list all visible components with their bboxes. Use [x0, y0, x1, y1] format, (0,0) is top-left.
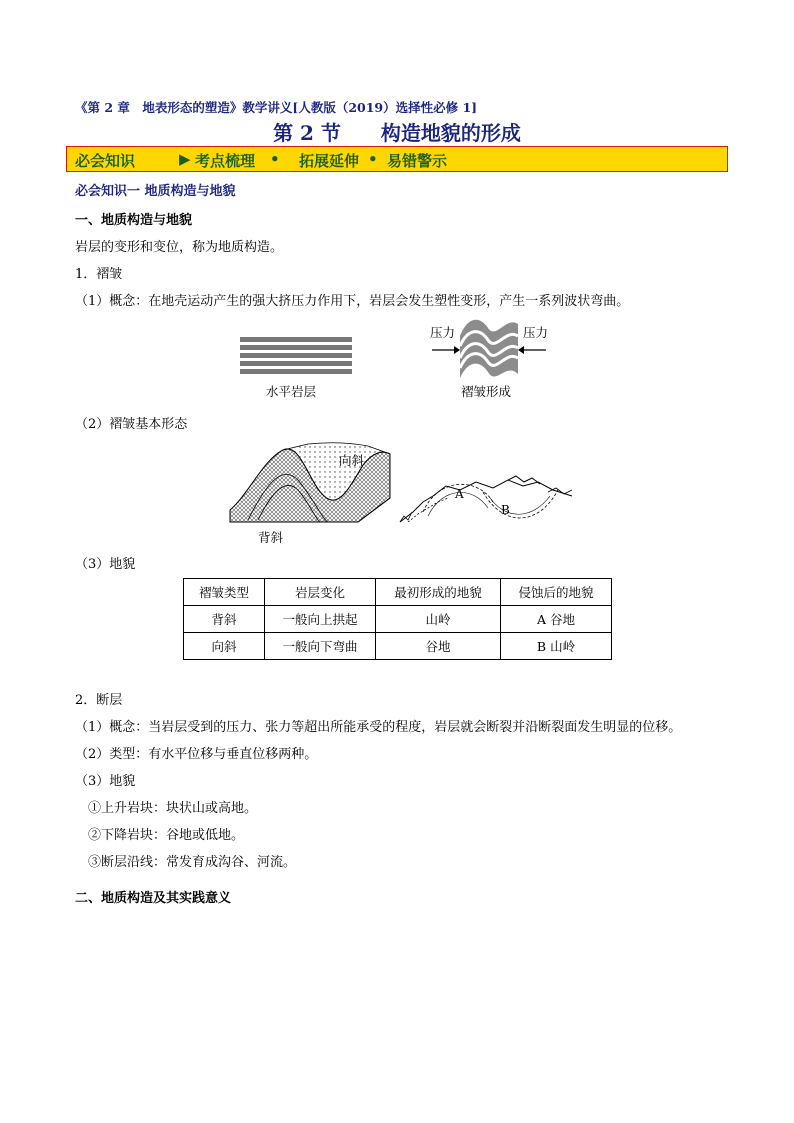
label-a: A — [455, 487, 464, 501]
table-cell: 向斜 — [184, 633, 265, 660]
table-row — [184, 606, 612, 633]
table-header-cell: 最初形成的地貌 — [376, 579, 501, 606]
fault-landform-heading: （3）地貌 — [75, 774, 136, 789]
table-header-cell: 岩层变化 — [265, 579, 376, 606]
part1-intro: 岩层的变形和变位，称为地质构造。 — [75, 240, 284, 255]
eroded-folds-figure — [398, 472, 574, 528]
banner-item-points: 考点梳理 — [195, 152, 256, 170]
table-cell: 谷地 — [376, 633, 501, 660]
fold-formation-label: 褶皱形成 — [461, 384, 512, 399]
table-cell: 一般向下弯曲 — [265, 633, 376, 660]
anticline-label: 背斜 — [258, 530, 284, 545]
fault-heading: 2．断层 — [75, 693, 123, 708]
fold-heading: 1．褶皱 — [75, 267, 123, 282]
fold-landform-table — [183, 578, 612, 660]
fault-item: ①上升岩块：块状山或高地。 — [88, 801, 258, 816]
horizontal-strata-label: 水平岩层 — [266, 384, 317, 399]
knowledge-banner — [66, 146, 728, 172]
table-cell: 山岭 — [376, 606, 501, 633]
table-row — [184, 633, 612, 660]
document-header: 《第 2 章 地表形态的塑造》教学讲义[人教版（2019）选择性必修 1] — [75, 100, 478, 115]
fault-concept: （1）概念：当岩层受到的压力、张力等超出所能承受的程度，岩层就会断裂并沿断裂面发生明显的位移。 — [75, 720, 682, 735]
banner-item-extension: 拓展延伸 — [299, 152, 360, 170]
horizontal-strata-figure — [240, 336, 352, 376]
part2-heading: 二、地质构造及其实践意义 — [75, 891, 232, 906]
label-b: B — [501, 503, 510, 517]
anticline-syncline-block-figure — [228, 440, 392, 524]
table-header-cell: 褶皱类型 — [184, 579, 265, 606]
table-header-cell: 侵蚀后的地貌 — [501, 579, 612, 606]
pressure-left-label: 压力 — [430, 325, 456, 340]
fault-item: ②下降岩块：谷地或低地。 — [88, 828, 245, 843]
banner-arrow-icon: ▶ — [179, 150, 191, 168]
section-title: 第 2 节 构造地貌的形成 — [273, 121, 521, 145]
banner-item-mistakes: 易错警示 — [387, 152, 448, 170]
landform-heading: （3）地貌 — [75, 557, 136, 572]
knowledge-heading: 必会知识一 地质构造与地貌 — [75, 184, 236, 199]
table-cell: A 谷地 — [501, 606, 612, 633]
fault-item: ③断层沿线：常发育成沟谷、河流。 — [88, 855, 297, 870]
table-cell: B 山岭 — [501, 633, 612, 660]
syncline-label: 向斜 — [339, 453, 365, 468]
fold-concept: （1）概念：在地壳运动产生的强大挤压力作用下，岩层会发生塑性变形，产生一系列波状弯曲。 — [75, 294, 630, 309]
table-cell: 背斜 — [184, 606, 265, 633]
banner-sep-1: • — [270, 150, 280, 168]
fold-basic-forms: （2）褶皱基本形态 — [75, 417, 188, 432]
pressure-right-label: 压力 — [523, 325, 549, 340]
part1-heading: 一、地质构造与地貌 — [75, 213, 193, 228]
table-cell: 一般向上拱起 — [265, 606, 376, 633]
fault-types: （2）类型：有水平位移与垂直位移两种。 — [75, 747, 318, 762]
table-header-row — [184, 579, 612, 606]
banner-item-must-know: 必会知识 — [75, 152, 136, 170]
banner-sep-2: • — [368, 150, 378, 168]
